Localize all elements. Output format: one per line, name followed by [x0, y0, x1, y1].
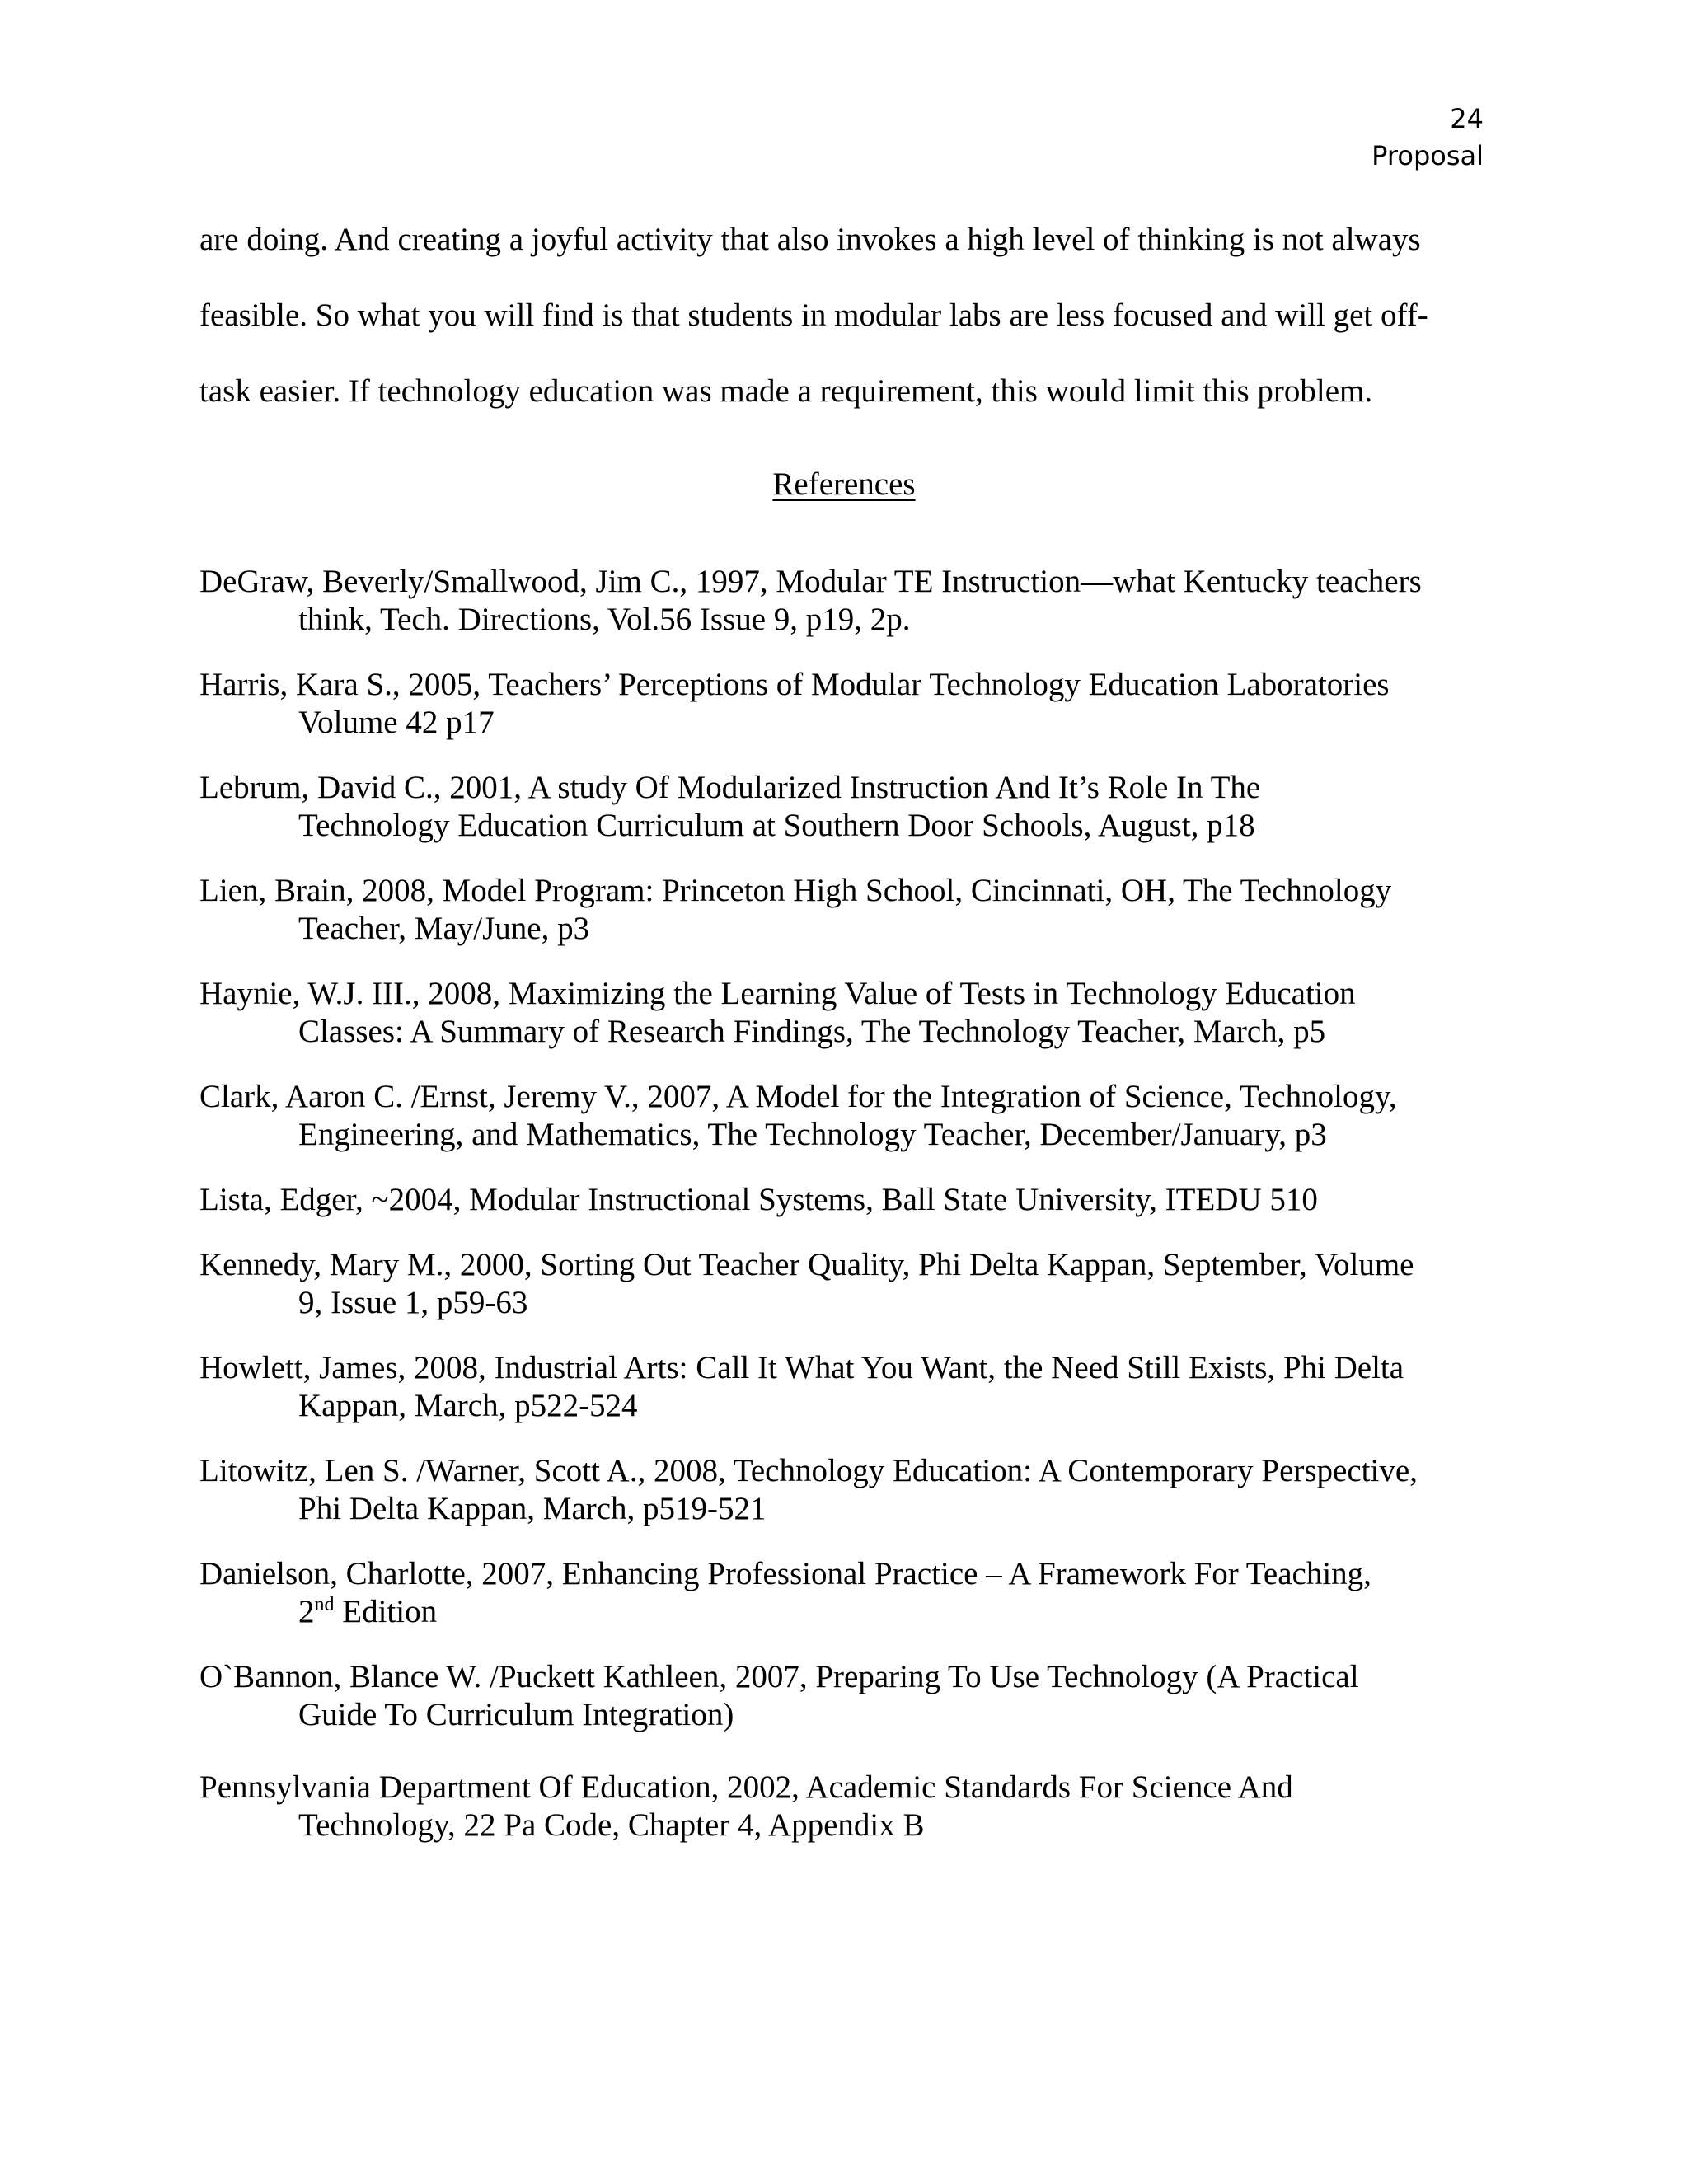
reference-entry — [199, 1246, 1518, 1322]
reference-entry — [199, 1769, 1518, 1844]
reference-line: DeGraw, Beverly/Smallwood, Jim C., 1997, Modular TE Instruction—what Kentucky teachers — [199, 564, 1422, 599]
edition-number: 2 — [298, 1594, 315, 1629]
reference-line: 9, Issue 1, p59-63 — [298, 1285, 528, 1320]
reference-entry — [199, 1181, 1518, 1219]
reference-line: Litowitz, Len S. /Warner, Scott A., 2008, Technology Education: A Contemporary Perspective, — [199, 1453, 1418, 1488]
reference-entry — [199, 872, 1518, 948]
reference-line: Lien, Brain, 2008, Model Program: Princeton High School, Cincinnati, OH, The Technology — [199, 873, 1392, 908]
edition-ordinal-suffix: nd — [314, 1594, 335, 1615]
reference-line: Danielson, Charlotte, 2007, Enhancing Professional Practice – A Framework For Teaching, — [199, 1556, 1372, 1591]
body-line: feasible. So what you will find is that students in modular labs are less focused and will get off- — [199, 298, 1428, 333]
reference-line: Phi Delta Kappan, March, p519-521 — [298, 1491, 767, 1526]
references-heading — [0, 460, 1688, 509]
body-line: task easier. If technology education was made a requirement, this would limit this problem. — [199, 373, 1373, 409]
reference-line: Clark, Aaron C. /Ernst, Jeremy V., 2007, A Model for the Integration of Science, Technology, — [199, 1079, 1397, 1114]
reference-entry — [199, 1658, 1518, 1734]
reference-line: Volume 42 p17 — [298, 705, 495, 740]
reference-line: Haynie, W.J. III., 2008, Maximizing the Learning Value of Tests in Technology Education — [199, 976, 1356, 1011]
reference-entry — [199, 975, 1518, 1051]
reference-line: Pennsylvania Department Of Education, 2002, Academic Standards For Science And — [199, 1769, 1293, 1805]
reference-line: Technology Education Curriculum at Southern Door Schools, August, p18 — [298, 808, 1255, 843]
edition-text: Edition — [334, 1594, 438, 1629]
reference-line: Teacher, May/June, p3 — [298, 911, 590, 946]
reference-line: Guide To Curriculum Integration) — [298, 1697, 734, 1732]
reference-entry — [199, 1452, 1518, 1528]
reference-line: Engineering, and Mathematics, The Technology Teacher, December/January, p3 — [298, 1117, 1327, 1152]
body-paragraph — [199, 202, 1518, 429]
reference-line: Technology, 22 Pa Code, Chapter 4, Appendix B — [298, 1807, 925, 1843]
reference-line: Kappan, March, p522-524 — [298, 1388, 638, 1423]
reference-entry — [199, 1078, 1518, 1154]
references-heading-text: References — [772, 466, 916, 502]
running-title: Proposal — [1372, 140, 1484, 171]
reference-entry — [199, 769, 1518, 845]
reference-entry — [199, 1555, 1518, 1631]
reference-line: Kennedy, Mary M., 2000, Sorting Out Teacher Quality, Phi Delta Kappan, September, Volume — [199, 1247, 1414, 1282]
reference-line: Lebrum, David C., 2001, A study Of Modularized Instruction And It’s Role In The — [199, 770, 1261, 805]
reference-line: Lista, Edger, ~2004, Modular Instructional Systems, Ball State University, ITEDU 510 — [199, 1182, 1318, 1217]
page-number: 24 — [1450, 103, 1484, 134]
running-head — [1372, 101, 1484, 175]
references-list — [199, 563, 1518, 1872]
reference-entry — [199, 1349, 1518, 1425]
reference-line: Harris, Kara S., 2005, Teachers’ Perceptions of Modular Technology Education Laboratories — [199, 667, 1390, 702]
reference-line: think, Tech. Directions, Vol.56 Issue 9, p19, 2p. — [298, 602, 911, 637]
body-line: are doing. And creating a joyful activity that also invokes a high level of thinking is not always — [199, 222, 1421, 257]
reference-line: Classes: A Summary of Research Findings, The Technology Teacher, March, p5 — [298, 1014, 1326, 1049]
reference-entry — [199, 666, 1518, 742]
reference-line: Howlett, James, 2008, Industrial Arts: Call It What You Want, the Need Still Exists, Phi Delta — [199, 1350, 1404, 1385]
reference-line: O`Bannon, Blance W. /Puckett Kathleen, 2007, Preparing To Use Technology (A Practical — [199, 1659, 1359, 1694]
reference-entry — [199, 563, 1518, 639]
